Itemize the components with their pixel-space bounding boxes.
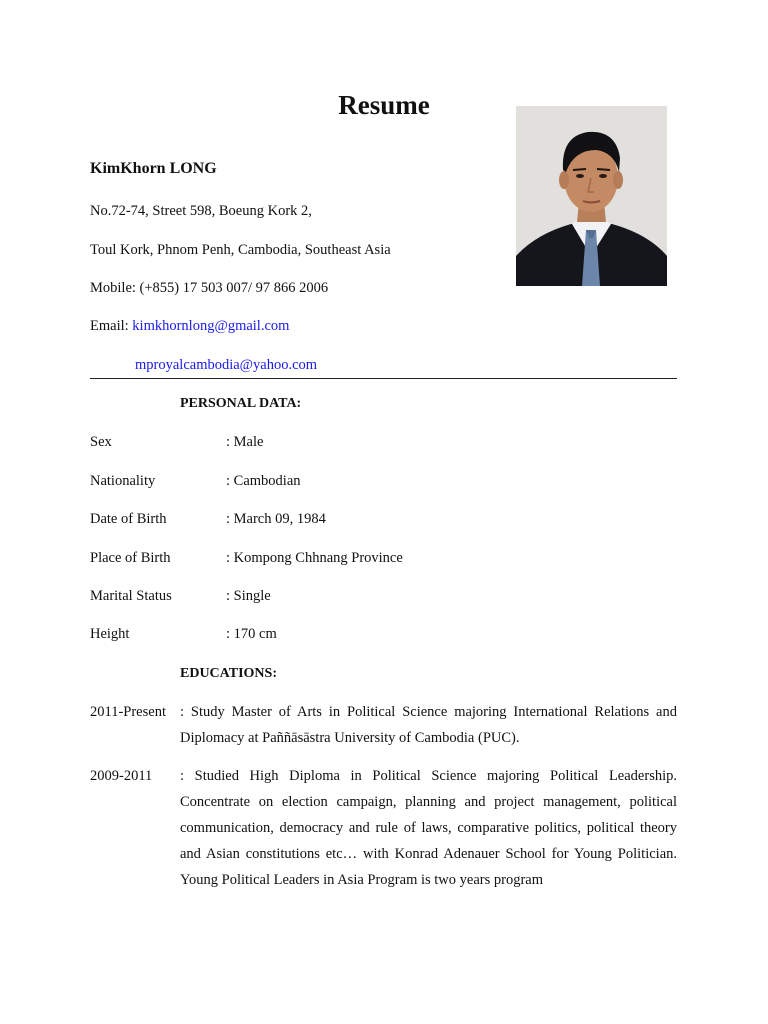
page-title: Resume: [338, 90, 430, 120]
mobile-line: Mobile: (+855) 17 503 007/ 97 866 2006: [90, 280, 329, 296]
education-text-1: : Study Master of Arts in Political Science majoring International Relations and Diplomacy at Paññāsāstra University of Cambodia (PUC).: [180, 704, 677, 746]
personal-value-sex: : Male: [226, 434, 264, 450]
personal-value-dob: : March 09, 1984: [226, 511, 326, 527]
education-years-1: 2011-Present: [90, 704, 166, 720]
applicant-name: KimKhorn LONG: [90, 160, 217, 177]
email-label: Email:: [90, 318, 133, 334]
education-years-2: 2009-2011: [90, 768, 153, 784]
personal-value-nationality: : Cambodian: [226, 473, 301, 489]
personal-value-height: : 170 cm: [226, 626, 277, 642]
email-line-secondary: [135, 357, 317, 374]
personal-label-marital: Marital Status: [90, 588, 172, 604]
header-divider: [90, 378, 677, 379]
personal-label-nationality: Nationality: [90, 473, 156, 489]
personal-value-marital: : Single: [226, 588, 271, 604]
email-link-secondary[interactable]: mproyalcambodia@yahoo.com: [135, 357, 318, 373]
email-link-primary[interactable]: kimkhornlong@gmail.com: [132, 318, 290, 334]
address-line-1: No.72-74, Street 598, Boeung Kork 2,: [90, 203, 312, 219]
education-heading: EDUCATIONS:: [180, 666, 277, 681]
personal-data-heading: PERSONAL DATA:: [180, 396, 302, 411]
email-line: [90, 318, 289, 335]
personal-label-pob: Place of Birth: [90, 550, 171, 566]
personal-label-dob: Date of Birth: [90, 511, 167, 527]
address-line-2: Toul Kork, Phnom Penh, Cambodia, Southeast Asia: [90, 242, 391, 258]
profile-photo: [516, 106, 667, 286]
personal-value-pob: : Kompong Chhnang Province: [226, 550, 403, 566]
personal-label-sex: Sex: [90, 434, 112, 450]
education-text-2: : Studied High Diploma in Political Science majoring Political Leadership. Concentrate on election campaign, planning and project management, political communication, democracy and rule of laws, comparative politics, political theory and Asian constitutions etc… with Konrad Adenauer School for Young Politician. Young Political Leaders in Asia Program is two years program: [180, 768, 677, 888]
personal-label-height: Height: [90, 626, 130, 642]
